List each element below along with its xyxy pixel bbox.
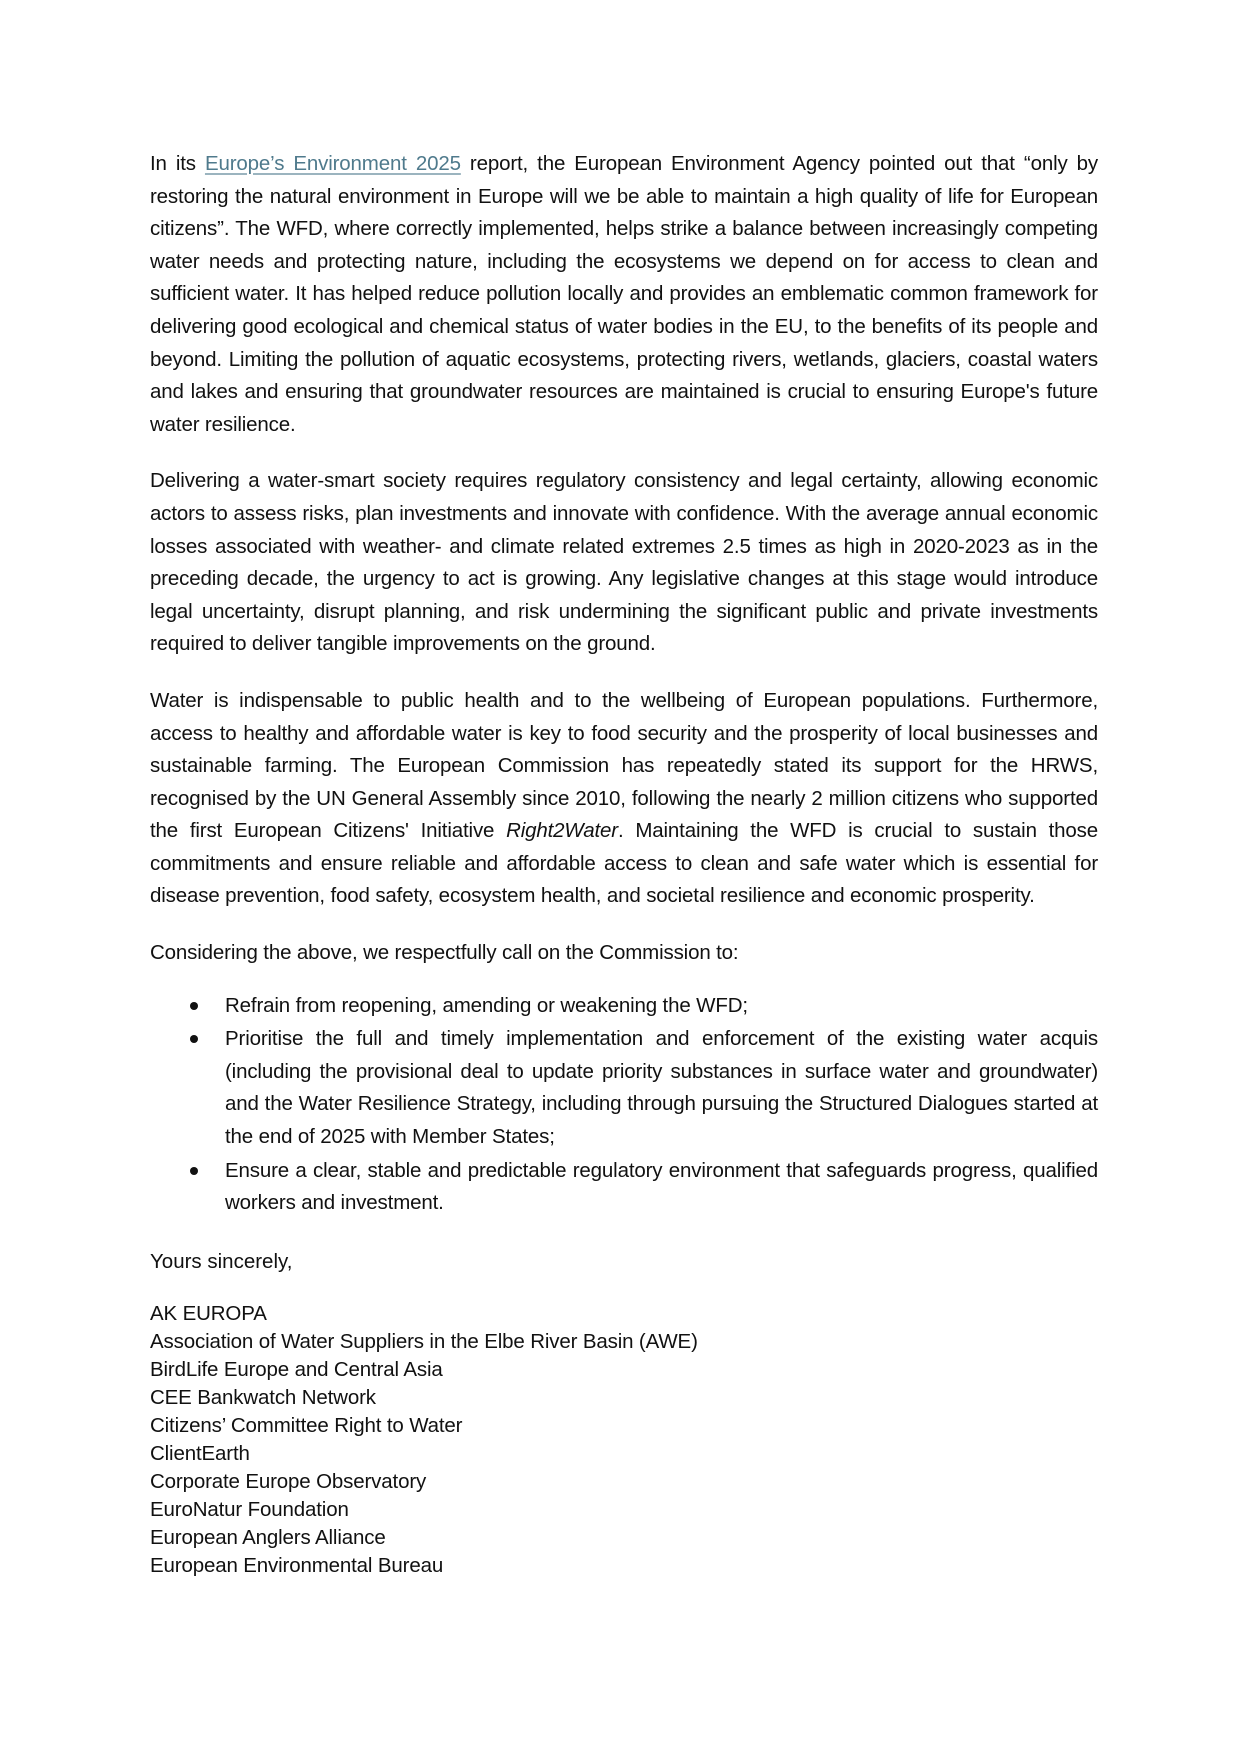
bullet-icon — [190, 1167, 198, 1175]
ask-item-text: Prioritise the full and timely implementation and enforcement of the existing water acquis (including the provisional deal to update priority substances in surface water and groundwater) and the Water Resilience Strategy, including through pursuing the Structured Dialogues started at the end of 2025 with Member States; — [225, 1027, 1098, 1149]
ask-item — [150, 990, 1098, 1023]
right2water-initiative-name: Right2Water — [506, 819, 618, 843]
signatory: CEE Bankwatch Network — [150, 1386, 376, 1410]
paragraph-public-health — [150, 685, 1098, 913]
paragraph-eea-report — [150, 148, 1098, 441]
ask-item-text: Refrain from reopening, amending or weakening the WFD; — [225, 993, 748, 1017]
ask-item-text: Ensure a clear, stable and predictable regulatory environment that safeguards progress, qualified workers and investment. — [225, 1158, 1098, 1215]
letter-page — [150, 148, 1098, 1580]
signatory: ClientEarth — [150, 1442, 250, 1466]
europes-environment-2025-link[interactable]: Europe’s Environment 2025 — [204, 152, 461, 175]
paragraph-intro-text: In its — [150, 152, 205, 175]
signatories-list — [150, 1300, 1098, 1580]
signatory: European Anglers Alliance — [150, 1526, 386, 1550]
paragraph-body-text: . Maintaining the WFD is crucial to sustain those commitments and ensure reliable and affordable access to clean and safe water which is essential for disease prevention, food safety, ecosystem health, and societal resilience and economic prosperity. — [150, 819, 1098, 908]
ask-item — [150, 1155, 1098, 1220]
signatory: BirdLife Europe and Central Asia — [150, 1358, 443, 1382]
asks-bullet-list — [150, 990, 1098, 1220]
paragraph-body-text: report, the European Environment Agency pointed out that “only by restoring the natural environment in Europe will we be able to maintain a high quality of life for European citizens”. The WFD, where correctly implemented, helps strike a balance between increasingly competing water needs and protecting nature, including the ecosystems we depend on for access to clean and sufficient water. It has helped reduce pollution locally and provides an emblematic common framework for delivering good ecological and chemical status of water bodies in the EU, to the benefits of its people and beyond. Limiting the pollution of aquatic ecosystems, protecting rivers, wetlands, glaciers, coastal waters and lakes and ensuring that groundwater resources are maintained is crucial to ensuring Europe's future water resilience. — [150, 152, 1098, 436]
signatory: Corporate Europe Observatory — [150, 1470, 427, 1494]
bullet-icon — [190, 1035, 198, 1043]
signatory: Association of Water Suppliers in the Elbe River Basin (AWE) — [150, 1330, 698, 1354]
closing-salutation: Yours sincerely, — [150, 1249, 293, 1273]
paragraph-call-to-commission: Considering the above, we respectfully call on the Commission to: — [150, 941, 739, 965]
bullet-icon — [190, 1002, 198, 1010]
paragraph-regulatory-certainty: Delivering a water-smart society requires regulatory consistency and legal certainty, allowing economic actors to assess risks, plan investments and innovate with confidence. With the average annual economic losses associated with weather- and climate related extremes 2.5 times as high in 2020-2023 as in the preceding decade, the urgency to act is growing. Any legislative changes at this stage would introduce legal uncertainty, disrupt planning, and risk undermining the significant public and private investments required to deliver tangible improvements on the ground. — [150, 469, 1098, 656]
signatory: European Environmental Bureau — [150, 1554, 444, 1578]
paragraph-body-text: Water is indispensable to public health and to the wellbeing of European populations. Furthermore, access to healthy and affordable water is key to food security and the prosperity of local businesses and sustainable farming. The European Commission has repeatedly stated its support for the HRWS, recognised by the UN General Assembly since 2010, following the nearly 2 million citizens who supported the first European Citizens' Initiative — [150, 688, 1098, 843]
signatory: EuroNatur Foundation — [150, 1498, 349, 1522]
ask-item — [150, 1023, 1098, 1153]
signatory: AK EUROPA — [150, 1302, 267, 1326]
signatory: Citizens’ Committee Right to Water — [150, 1414, 463, 1438]
